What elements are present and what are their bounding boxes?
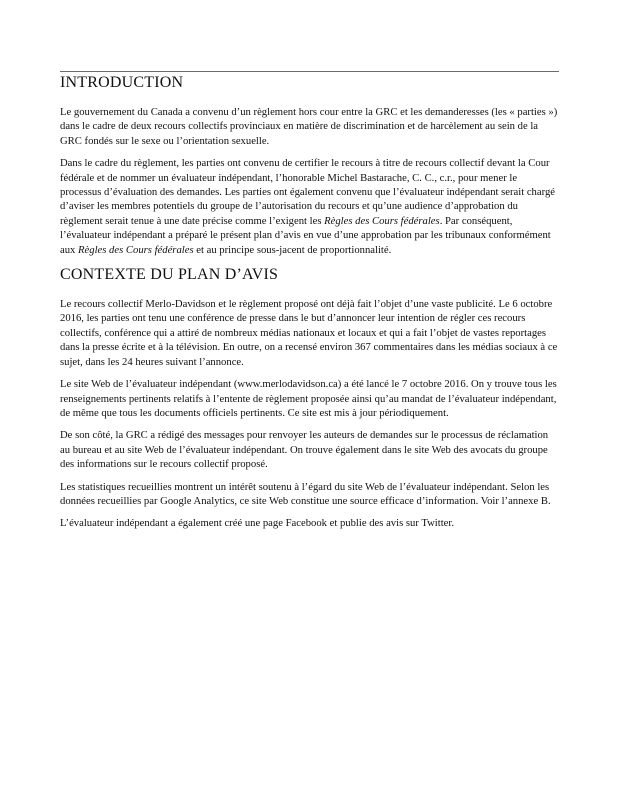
heading-contexte-du-plan-davis: CONTEXTE DU PLAN D’AVIS xyxy=(60,266,279,284)
text-run: Le gouvernement du Canada a convenu d’un règlement hors cour entre la GRC et les demanderesses (les « parties ») dans le cadre de deux recours collectifs provinciaux en matière de discrimination et de harcèlement au sein de la GRC fondés sur le sexe ou l’orientation sexuelle. xyxy=(60,107,558,147)
paragraph xyxy=(60,106,559,149)
text-run: . Par conséquent, l’évaluateur indépendant a préparé le présent plan d’avis en vue d’une approbation par les tribunaux conformément aux xyxy=(60,215,551,256)
paragraph xyxy=(60,429,559,472)
paragraph xyxy=(60,298,559,370)
text-run: Le recours collectif Merlo-Davidson et le règlement proposé ont déjà fait l’objet d’une vaste publicité. Le 6 octobre 2016, les parties ont tenu une conférence de presse dans le but d’annoncer leur intention de régler ces recours collectifs, conférence qui a attiré de nombreux médias nationaux et locaux et qui a fait l’objet de vastes reportages dans la presse écrite et à la télévision. En outre, on a recensé environ 367 commentaires dans les médias sociaux à ce sujet, dans les 24 heures suivant l’annonce. xyxy=(60,299,558,368)
heading-introduction: INTRODUCTION xyxy=(60,74,184,91)
paragraph xyxy=(60,481,559,510)
text-run: Dans le cadre du règlement, les parties ont convenu de certifier le recours à titre de recours collectif devant la Cour fédérale et de nommer un évaluateur indépendant, l’honorable Michel Bastarache, C. C., c.r., pour mener le processus d’évaluation des demandes. Les parties ont également convenu que l’évaluateur indépendant serait chargé d’aviser les membres potentiels du groupe de l’autorisation du recours et qu’une audience d’approbation du règlement serait tenue à une date précise comme l’exigent les xyxy=(60,158,555,227)
top-rule xyxy=(60,71,559,72)
paragraph xyxy=(60,517,559,531)
text-run: L’évaluateur indépendant a également créé une page Facebook et publie des avis sur Twitter. xyxy=(60,518,454,530)
text-run-italic-citation: Règles des Cours fédérales xyxy=(78,244,194,256)
paragraph xyxy=(60,378,559,421)
text-run: et au principe sous-jacent de proportionnalité. xyxy=(193,244,392,256)
text-run: De son côté, la GRC a rédigé des messages pour renvoyer les auteurs de demandes sur le processus de réclamation au bureau et au site Web de l’évaluateur indépendant. On trouve également dans le site Web des avocats du groupe des informations sur le recours collectif proposé. xyxy=(60,430,549,471)
text-run: Les statistiques recueillies montrent un intérêt soutenu à l’égard du site Web de l’évaluateur indépendant. Selon les données recueillies par Google Analytics, ce site Web constitue une source efficace d’information. Voir l’annexe B. xyxy=(60,481,551,507)
text-run-italic-citation: Règles des Cours fédérales xyxy=(324,215,440,227)
text-run: Le site Web de l’évaluateur indépendant (www.merlodavidson.ca) a été lancé le 7 octobre 2016. On y trouve tous les renseignements pertinents relatifs à l’entente de règlement proposée ainsi qu’au mandat de l’évaluateur indépendant, de même que tous les documents officiels pertinents. Ce site est mis à jour périodiquement. xyxy=(60,379,557,419)
paragraph xyxy=(60,157,559,258)
